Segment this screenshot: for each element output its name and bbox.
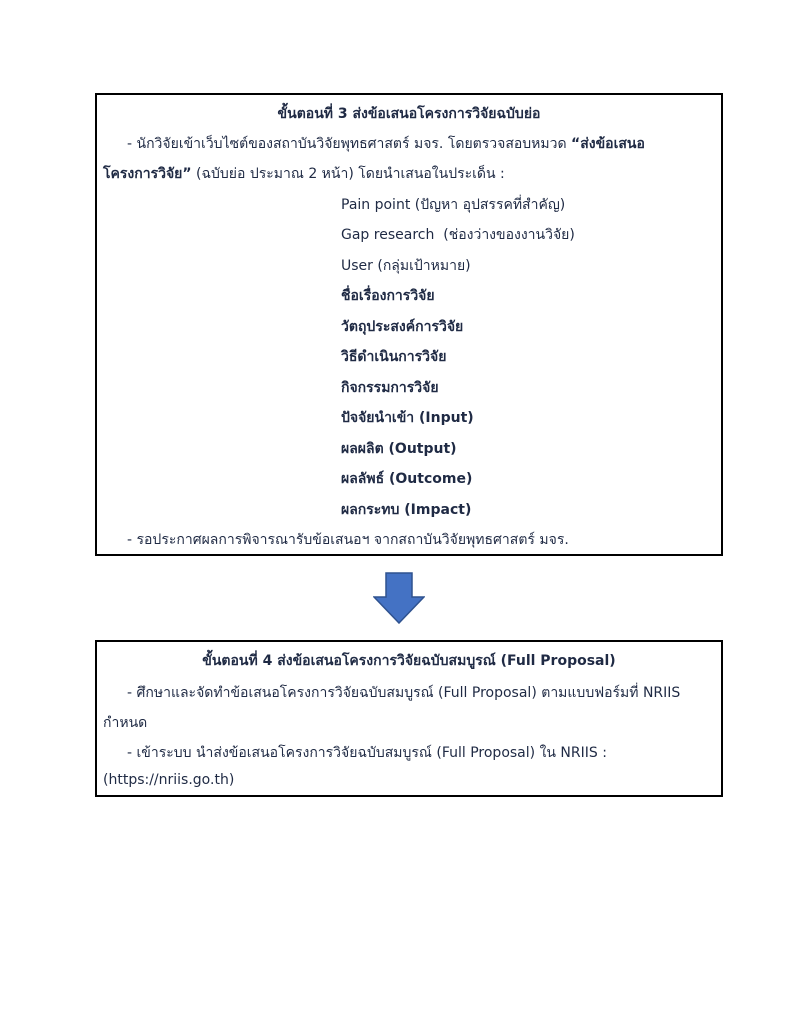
step4-item2-line2: (https://nriis.go.th) bbox=[103, 772, 235, 788]
step3-box bbox=[95, 93, 723, 556]
step4-box bbox=[95, 640, 723, 797]
topic-output: ผลผลิต (Output) bbox=[341, 441, 457, 457]
step4-title: ขั้นตอนที่ 4 ส่งข้อเสนอโครงการวิจัยฉบับสมบูรณ์ (Full Proposal) bbox=[202, 653, 616, 669]
topic-outcome: ผลลัพธ์ (Outcome) bbox=[341, 471, 473, 487]
step3-intro-line2 bbox=[103, 163, 505, 185]
topic-gap-research bbox=[341, 224, 575, 246]
topic-gap-label: Gap research bbox=[341, 227, 435, 243]
topic-user bbox=[341, 255, 471, 277]
topic-user-note: (กลุ่มเป้าหมาย) bbox=[372, 258, 471, 274]
step3-title: ขั้นตอนที่ 3 ส่งข้อเสนอโครงการวิจัยฉบับย่อ bbox=[277, 106, 541, 122]
topic-pain-point-note: (ปัญหา อุปสรรคที่สำคัญ) bbox=[410, 197, 566, 213]
step3-intro-text2: (ฉบับย่อ ประมาณ 2 หน้า) โดยนำเสนอในประเด็น : bbox=[191, 166, 505, 182]
topic-research-title: ชื่อเรื่องการวิจัย bbox=[341, 288, 435, 304]
topic-activities: กิจกรรมการวิจัย bbox=[341, 380, 439, 396]
step3-intro-line1 bbox=[127, 133, 645, 155]
topic-pain-point bbox=[341, 194, 565, 216]
step3-intro-bold2: โครงการวิจัย” bbox=[103, 166, 192, 182]
step3-closing: - รอประกาศผลการพิจารณารับข้อเสนอฯ จากสถาบันวิจัยพุทธศาสตร์ มจร. bbox=[127, 532, 569, 548]
topic-user-label: User bbox=[341, 258, 373, 274]
step4-item1-line2: กำหนด bbox=[103, 715, 148, 731]
step3-intro-bold1: “ส่งข้อเสนอ bbox=[571, 136, 645, 152]
topic-methodology: วิธีดำเนินการวิจัย bbox=[341, 349, 447, 365]
step4-item1-line1: - ศึกษาและจัดทำข้อเสนอโครงการวิจัยฉบับสมบูรณ์ (Full Proposal) ตามแบบฟอร์มที่ NRIIS bbox=[127, 685, 681, 701]
step3-intro-text: - นักวิจัยเข้าเว็บไซต์ของสถาบันวิจัยพุทธศาสตร์ มจร. โดยตรวจสอบหมวด bbox=[127, 136, 572, 152]
topic-impact: ผลกระทบ (Impact) bbox=[341, 502, 472, 518]
step4-item2-line1: - เข้าระบบ นำส่งข้อเสนอโครงการวิจัยฉบับสมบูรณ์ (Full Proposal) ใน NRIIS : bbox=[127, 745, 607, 761]
topic-objectives: วัตถุประสงค์การวิจัย bbox=[341, 319, 464, 335]
topic-gap-note: (ช่องว่างของงานวิจัย) bbox=[434, 227, 575, 243]
down-arrow-shape bbox=[374, 573, 424, 623]
topic-pain-point-label: Pain point bbox=[341, 197, 411, 213]
down-arrow-icon bbox=[373, 572, 425, 624]
topic-input: ปัจจัยนำเข้า (Input) bbox=[341, 410, 474, 426]
